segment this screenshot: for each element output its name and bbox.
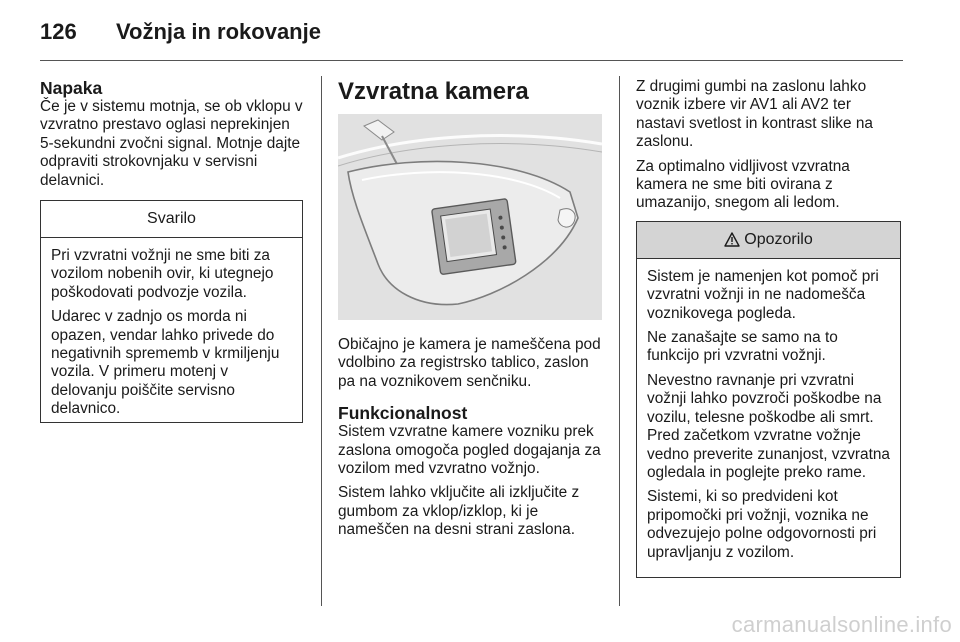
fault-heading: Napaka — [40, 78, 103, 98]
warning-triangle-icon — [724, 232, 740, 247]
function-paragraph: Sistem lahko vključite ali izključite z gumbom za vklop/izklop, ki je nameščen na desni strani zaslona. — [338, 484, 580, 539]
caution-paragraph: Udarec v zadnjo os morda ni opazen, vendar lahko privede do negativnih sprememb v krmiljenju vozila. V primeru motenj v delovanju poiščite servisno delavnico. — [51, 308, 280, 418]
fault-text: Če je v sistemu motnja, se ob vklopu v vzvratno prestavo oglasi neprekinjen 5-sekundni zvočni signal. Motnje dajte odpraviti strokovnjaku v servisni delavnici. — [40, 98, 303, 189]
warning-paragraph: Sistemi, ki so predvideni kot pripomočki pri vožnji, voznika ne odvezujejo polne odgovornosti pri upravljanju z vozilom. — [647, 488, 877, 561]
column-1 — [40, 78, 305, 423]
controls-paragraph: Z drugimi gumbi na zaslonu lahko voznik izbere vir AV1 ali AV2 ter nastavi svetlost in kontrast slike na zaslonu. — [636, 78, 873, 151]
column-divider-2 — [619, 76, 620, 606]
column-divider-1 — [321, 76, 322, 606]
caution-box-title: Svarilo — [41, 201, 302, 238]
sun-visor-display-illustration — [338, 114, 602, 320]
section-heading: Vzvratna kamera — [338, 78, 529, 105]
warning-paragraph: Nevestno ravnanje pri vzvratni vožnji lahko povzroči poškodbe na vozilu, telesne poškodbe ali smrt. Pred začetkom vzvratne vožnje vedno preverite zunanjost, vzvratna ogledala in poglejte preko rame. — [647, 371, 890, 481]
caution-box — [40, 200, 303, 423]
warning-box-body — [637, 259, 900, 572]
function-heading: Funkcionalnost — [338, 403, 468, 424]
warning-box — [636, 221, 901, 578]
watermark: carmanualsonline.info — [731, 612, 952, 637]
column-3 — [636, 78, 903, 578]
warning-box-title: Opozorilo — [744, 230, 813, 248]
warning-paragraph: Sistem je namenjen kot pomoč pri vzvratni vožnji in ne nadomešča voznikovega pogleda. — [647, 267, 879, 322]
page-number: 126 — [40, 19, 77, 44]
header-rule — [40, 60, 903, 61]
caution-box-body — [41, 238, 302, 429]
warning-paragraph: Ne zanašajte se samo na to funkcijo pri vzvratni vožnji. — [647, 329, 838, 365]
column-2 — [338, 78, 604, 546]
visibility-paragraph: Za optimalno vidljivost vzvratna kamera ne sme biti ovirana z umazanijo, snegom ali ledom. — [636, 157, 850, 212]
chapter-title: Vožnja in rokovanje — [116, 19, 321, 44]
page-header — [40, 14, 321, 50]
warning-box-header — [637, 222, 900, 259]
caution-paragraph: Pri vzvratni vožnji ne sme biti za vozilom nobenih ovir, ki utegnejo poškodovati podvozje vozila. — [51, 247, 274, 301]
function-paragraph: Sistem vzvratne kamere vozniku prek zaslona omogoča pogled dogajanja za vozilom med vzvratno vožnjo. — [338, 423, 601, 478]
camera-intro: Običajno je kamera je nameščena pod vdolbino za registrsko tablico, zaslon pa na voznikovem senčniku. — [338, 336, 601, 390]
